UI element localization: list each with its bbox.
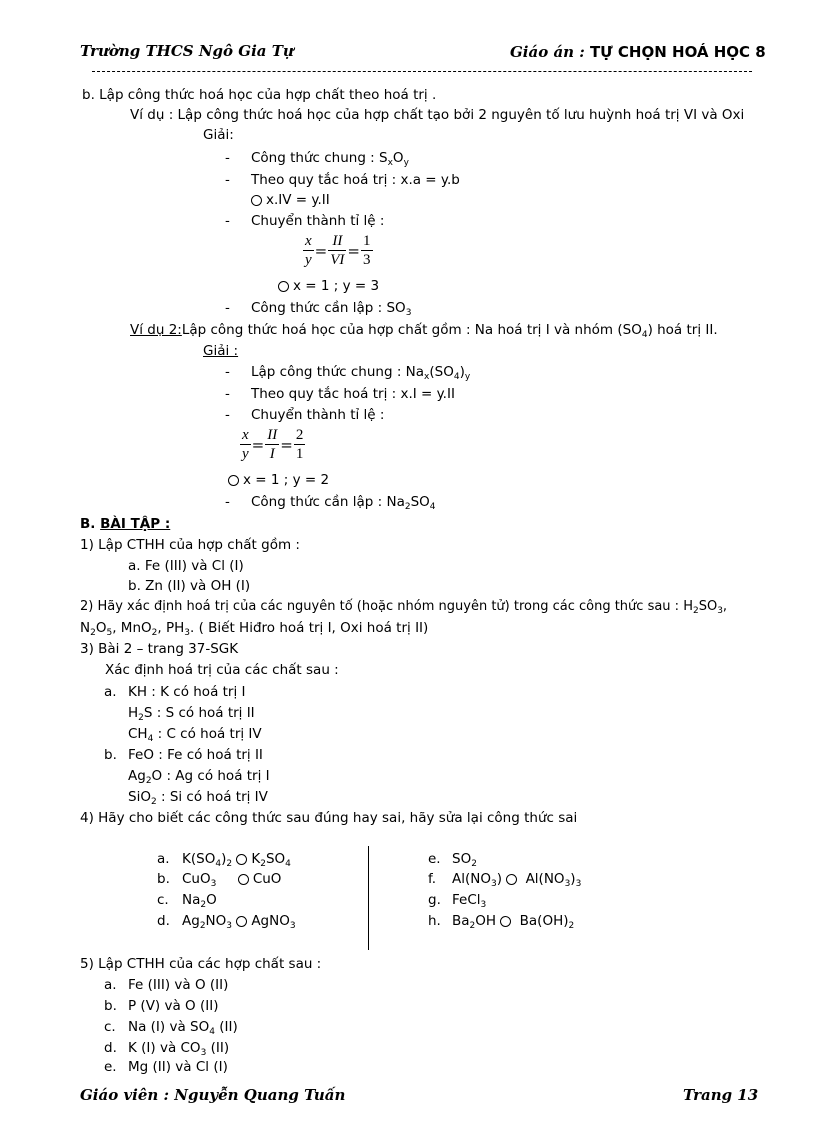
header-divider	[92, 71, 752, 72]
q3-b1: FeO : Fe có hoá trị II	[128, 747, 263, 763]
footer-teacher: Giáo viên : Nguyễn Quang Tuấn	[80, 1086, 346, 1104]
q3-text: 3) Bài 2 – trang 37-SGK	[80, 641, 239, 657]
q1-a: a. Fe (III) và Cl (I)	[128, 558, 244, 574]
implies-icon	[278, 281, 289, 292]
q3-a3: $CH_4$ : C có hoá trị IV	[128, 726, 262, 744]
ex1-fraction: $\frac{x}{y}$ = $\frac{II}{VI}$ = $\frac{1}{3}$	[305, 233, 371, 268]
ex1-step2b: x.IV = y.II	[251, 191, 330, 209]
q3-b-label: b.	[104, 747, 117, 763]
q4-text: 4) Hãy cho biết các công thức sau đúng hay sai, hãy sửa lại công thức sai	[80, 810, 578, 826]
ex1-statement: Ví dụ : Lập công thức hoá học của hợp chất tạo bởi 2 nguyên tố lưu huỳnh hoá trị VI và Oxi	[130, 107, 745, 123]
ex2-step1: - Lập công thức chung : $Na_x(SO_4)_y$	[251, 363, 470, 386]
section-b-title: b. Lập công thức hoá học của hợp chất theo hoá trị .	[82, 87, 437, 103]
q2-line2: $N_2O_5$, MnO$_2$, $PH_3$. ( Biết Hiđro hoá trị I, Oxi hoá trị II)	[80, 620, 429, 638]
ex2-step2: - Theo quy tắc hoá trị : x.I = y.II	[251, 385, 455, 403]
q3-a1: KH : K có hoá trị I	[128, 684, 246, 700]
ex2-solution-label: Giải :	[203, 343, 239, 359]
ex1-step4: - Công thức cần lập : $SO_3$	[251, 299, 411, 322]
implies-icon	[500, 916, 511, 927]
q3-a-label: a.	[104, 684, 117, 700]
q3-a2: $H_2S$ : S có hoá trị II	[128, 705, 255, 723]
implies-icon	[236, 916, 247, 927]
footer-page: Trang 13	[683, 1086, 759, 1104]
q5-c: c. Na (I) và $SO_4$ (II)	[104, 1019, 238, 1037]
ex2-step4: - Công thức cần lập : $Na_2SO_4$	[251, 493, 436, 516]
subject-label: Giáo án :	[510, 43, 585, 61]
q4-item-a: a. $K(SO_4)_2$ $K_2SO_4$	[157, 851, 291, 869]
subject-header	[510, 42, 766, 61]
ex2-fraction: $\frac{x}{y}$ = $\frac{II}{I}$ = $\frac{2}{1}$	[242, 427, 304, 462]
ex1-solution-label: Giải:	[203, 127, 234, 143]
column-divider	[368, 846, 369, 950]
ex2-result: x = 1 ; y = 2	[228, 471, 329, 489]
q5-a: a. Fe (III) và O (II)	[104, 977, 229, 993]
q5-e: e. Mg (II) và Cl (I)	[104, 1059, 228, 1075]
q1-b: b. Zn (II) và OH (I)	[128, 578, 251, 594]
q1-text: 1) Lập CTHH của hợp chất gồm :	[80, 537, 300, 553]
q4-item-d: d. $Ag_2NO_3$ AgNO$_3$	[157, 913, 296, 931]
ex2-statement: Ví dụ 2:Lập công thức hoá học của hợp chất gồm : Na hoá trị I và nhóm $(SO_4)$ hoá trị II.	[130, 322, 718, 340]
q5-b: b. P (V) và O (II)	[104, 998, 219, 1014]
implies-icon	[228, 475, 239, 486]
q4-item-g: g. FeCl$_3$	[428, 892, 487, 910]
ex2-step3: - Chuyển thành tỉ lệ :	[251, 406, 384, 424]
q5-text: 5) Lập CTHH của các hợp chất sau :	[80, 956, 322, 972]
ex1-step2: - Theo quy tắc hoá trị : x.a = y.b	[251, 171, 460, 189]
ex1-result: x = 1 ; y = 3	[278, 277, 379, 295]
q4-item-f: f. $Al(NO_3)$ $Al(NO_3)_3$	[428, 871, 582, 889]
school-name: Trường THCS Ngô Gia Tự	[80, 42, 294, 60]
q3-b3: SiO$_2$ : Si có hoá trị IV	[128, 789, 268, 807]
implies-icon	[506, 874, 517, 885]
q4-item-h: h. $Ba_2OH$ $Ba(OH)_2$	[428, 913, 575, 931]
q5-d: d. K (I) và $CO_3$ (II)	[104, 1040, 230, 1058]
q4-item-c: c. $Na_2O$	[157, 892, 217, 910]
implies-icon	[238, 874, 249, 885]
q3-intro: Xác định hoá trị của các chất sau :	[105, 662, 339, 678]
q3-b2: $Ag_2O$ : Ag có hoá trị I	[128, 768, 270, 786]
ex1-step3: - Chuyển thành tỉ lệ :	[251, 212, 384, 230]
subject-title: TỰ CHỌN HOÁ HỌC 8	[589, 43, 766, 61]
exercises-title: B. BÀI TẬP :	[80, 516, 171, 532]
ex1-step1: - Công thức chung : $S_xO_y$	[251, 149, 409, 172]
q4-item-b: b. CuO$_3$ CuO	[157, 871, 282, 889]
q4-item-e: e. $SO_2$	[428, 851, 477, 869]
implies-icon	[236, 854, 247, 865]
implies-icon	[251, 195, 262, 206]
q2-line1: 2) Hãy xác định hoá trị của các nguyên tố (hoặc nhóm nguyên tử) trong các công thức sau : $H_2SO_3$,	[80, 599, 728, 616]
